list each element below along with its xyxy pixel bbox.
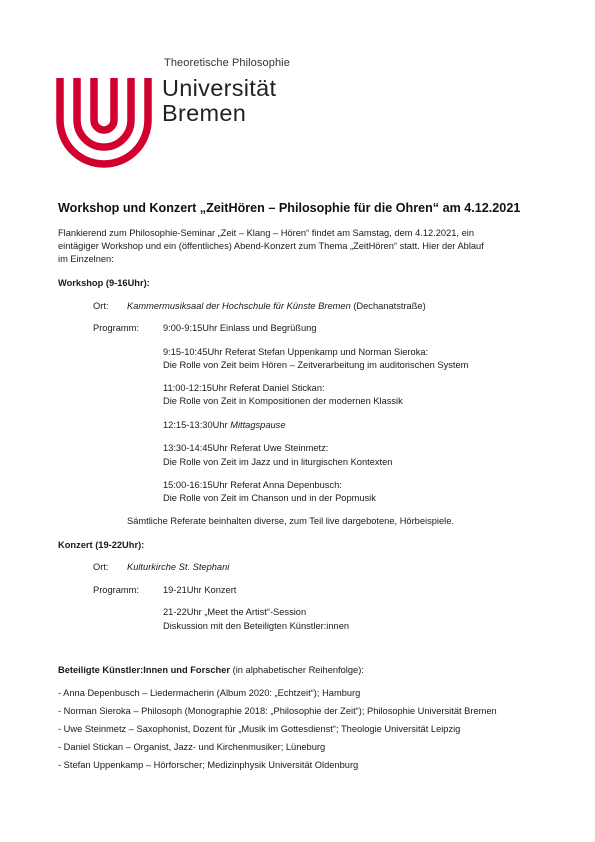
- schedule-item-3-line2: Die Rolle von Zeit in Kompositionen der modernen Klassik: [163, 396, 403, 406]
- department-name: Theoretische Philosophie: [164, 57, 290, 69]
- workshop-ort-value: Kammermusiksaal der Hochschule für Künste Bremen: [127, 301, 351, 311]
- participants-heading: [58, 664, 364, 677]
- participant-item: - Norman Sieroka – Philosoph (Monographie 2018: „Philosophie der Zeit“); Philosophie Universität Bremen: [58, 706, 497, 716]
- participant-item: - Uwe Steinmetz – Saxophonist, Dozent für „Musik im Gottesdienst“; Theologie Universität Leipzig: [58, 724, 461, 734]
- workshop-ort: [127, 300, 426, 313]
- participant-item: - Stefan Uppenkamp – Hörforscher; Medizinphysik Universität Oldenburg: [58, 760, 359, 770]
- logo-inner-arc: [94, 78, 114, 130]
- workshop-note: Sämtliche Referate beinhalten diverse, zum Teil live dargebotene, Hörbeispiele.: [127, 516, 454, 526]
- workshop-heading: Workshop (9-16Uhr):: [58, 278, 150, 288]
- intro-line-2: eintägiger Workshop und ein (öffentliches) Abend-Konzert zum Thema „ZeitHören“ statt. Hier der Ablauf: [58, 241, 484, 251]
- participant-item: - Daniel Stickan – Organist, Jazz- und Kirchenmusiker; Lüneburg: [58, 742, 326, 752]
- schedule-item-4-time: 12:15-13:30Uhr: [163, 420, 228, 430]
- konzert-item-2-line1: 21-22Uhr „Meet the Artist“-Session: [163, 607, 307, 617]
- konzert-ort-label: Ort:: [93, 562, 109, 572]
- schedule-item-2-line2: Die Rolle von Zeit beim Hören – Zeitverarbeitung im auditorischen System: [163, 360, 469, 370]
- university-logo-icon: [56, 78, 152, 168]
- intro-line-3: im Einzelnen:: [58, 254, 114, 264]
- university-name: [162, 76, 276, 126]
- schedule-item-5-line2: Die Rolle von Zeit im Jazz und in liturgischen Kontexten: [163, 457, 393, 467]
- schedule-item-3-line1: 11:00-12:15Uhr Referat Daniel Stickan:: [163, 383, 325, 393]
- workshop-ort-extra: (Dechanatstraße): [353, 301, 426, 311]
- schedule-item-4: [163, 419, 286, 432]
- schedule-item-6-line1: 15:00-16:15Uhr Referat Anna Depenbusch:: [163, 480, 342, 490]
- konzert-programm-label: Programm:: [93, 585, 139, 595]
- konzert-heading: Konzert (19-22Uhr):: [58, 540, 145, 550]
- konzert-item-2-line2: Diskussion mit den Beteiligten Künstler:innen: [163, 621, 350, 631]
- intro-line-1: Flankierend zum Philosophie-Seminar „Zeit – Klang – Hören“ findet am Samstag, dem 4.12.2021, ein: [58, 228, 474, 238]
- konzert-item-1: 19-21Uhr Konzert: [163, 585, 237, 595]
- document-title: Workshop und Konzert „ZeitHören – Philosophie für die Ohren“ am 4.12.2021: [58, 201, 521, 215]
- university-name-line2: Bremen: [162, 100, 247, 126]
- schedule-item-2-line1: 9:15-10:45Uhr Referat Stefan Uppenkamp und Norman Sieroka:: [163, 347, 429, 357]
- logo-outer-arc: [60, 78, 148, 164]
- university-name-line1: Universität: [162, 75, 277, 101]
- schedule-item-1: 9:00-9:15Uhr Einlass und Begrüßung: [163, 323, 317, 333]
- participant-item: - Anna Depenbusch – Liedermacherin (Album 2020: „Echtzeit“); Hamburg: [58, 688, 361, 698]
- schedule-item-6-line2: Die Rolle von Zeit im Chanson und in der Popmusik: [163, 493, 376, 503]
- logo-middle-arc: [77, 78, 131, 147]
- participants-heading-bold: Beteiligte Künstler:Innen und Forscher: [58, 665, 231, 675]
- participants-heading-rest: (in alphabetischer Reihenfolge):: [232, 665, 364, 675]
- schedule-item-4-label: Mittagspause: [230, 420, 286, 430]
- workshop-programm-label: Programm:: [93, 323, 139, 333]
- konzert-ort-value: Kulturkirche St. Stephani: [127, 562, 230, 572]
- workshop-ort-label: Ort:: [93, 301, 109, 311]
- schedule-item-5-line1: 13:30-14:45Uhr Referat Uwe Steinmetz:: [163, 443, 329, 453]
